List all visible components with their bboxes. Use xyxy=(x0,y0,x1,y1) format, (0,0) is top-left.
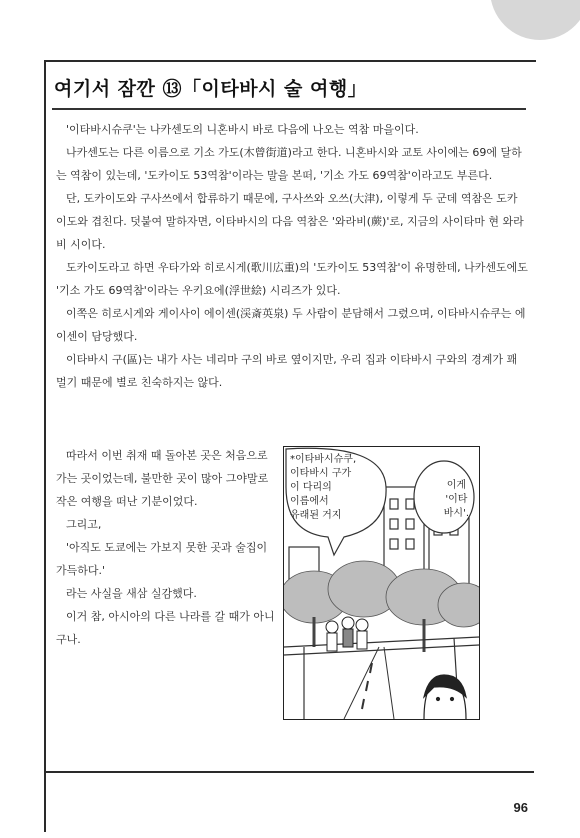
paragraph: 이타바시 구(區)는 내가 사는 네리마 구의 바로 옆이지만, 우리 집과 이타바시 구와의 경계가 꽤 멀기 때문에 별로 친숙하지는 않다. xyxy=(56,353,518,389)
bubble-line: 바시'. xyxy=(443,508,469,519)
paragraph: 이거 참, 아시아의 다른 나라를 갈 때가 아니구나. xyxy=(56,610,275,646)
bubble-line: *이타바시슈쿠, xyxy=(290,454,357,465)
paragraph: 단, 도카이도와 구사쓰에서 합류하기 때문에, 구사쓰와 오쓰(大津), 이렇게 두 군데 역참은 도카이도와 겹친다. 덧붙여 말하자면, 이타바시의 다음 역참은 '와라비(蕨)'로, 지금의 사이타마 현 와라비 시이다. xyxy=(56,192,524,251)
title-underline xyxy=(52,108,526,110)
bubble-line: 유래된 거지 xyxy=(290,510,342,521)
paragraph: 라는 사실을 새삼 실감했다. xyxy=(66,587,197,600)
corner-decoration xyxy=(490,0,580,40)
paragraph: 이쪽은 히로시게와 게이사이 에이센(渓斎英泉) 두 사람이 분담해서 그렸으며, 이타바시슈쿠는 에이센이 담당했다. xyxy=(56,307,526,343)
side-text xyxy=(56,444,276,651)
comic-panel xyxy=(283,446,480,720)
section-title: 여기서 잠깐 ⑬「이타바시 술 여행」 xyxy=(54,78,368,100)
bubble-line: 이 다리의 xyxy=(290,482,332,493)
paragraph: '아직도 도쿄에는 가보지 못한 곳과 술집이 가득하다.' xyxy=(56,541,268,577)
paragraph: '이타바시슈쿠'는 나카센도의 니혼바시 바로 다음에 나오는 역참 마을이다. xyxy=(66,123,419,136)
speech-bubble-left xyxy=(290,453,356,523)
paragraph: 그리고, xyxy=(66,518,102,531)
speech-bubble-right xyxy=(444,479,469,521)
bubble-line: 이타바시 구가 xyxy=(290,468,352,479)
bubble-line: 이게 xyxy=(446,480,467,491)
paragraph: 나카센도는 다른 이름으로 기소 가도(木曾街道)라고 한다. 니혼바시와 교토 사이에는 69에 달하는 역참이 있는데, '도카이도 53역참'이라는 말을 본떠, '기소 가도 69역참'이라고도 부른다. xyxy=(56,146,522,182)
bubble-line: '이타 xyxy=(445,494,468,505)
paragraph: 도카이도라고 하면 우타가와 히로시게(歌川広重)의 '도카이도 53역참'이 유명한데, 나카센도에도 '기소 가도 69역참'이라는 우키요에(浮世絵) 시리즈가 있다. xyxy=(56,261,528,297)
body-text xyxy=(56,118,528,394)
bubble-line: 이름에서 xyxy=(290,496,329,507)
paragraph: 따라서 이번 취재 때 돌아본 곳은 처음으로 가는 곳이었는데, 불만한 곳이 많아 그야말로 작은 여행을 떠난 기분이었다. xyxy=(56,449,269,508)
page-number: 96 xyxy=(513,800,528,815)
frame-bottom-rule xyxy=(44,771,534,773)
